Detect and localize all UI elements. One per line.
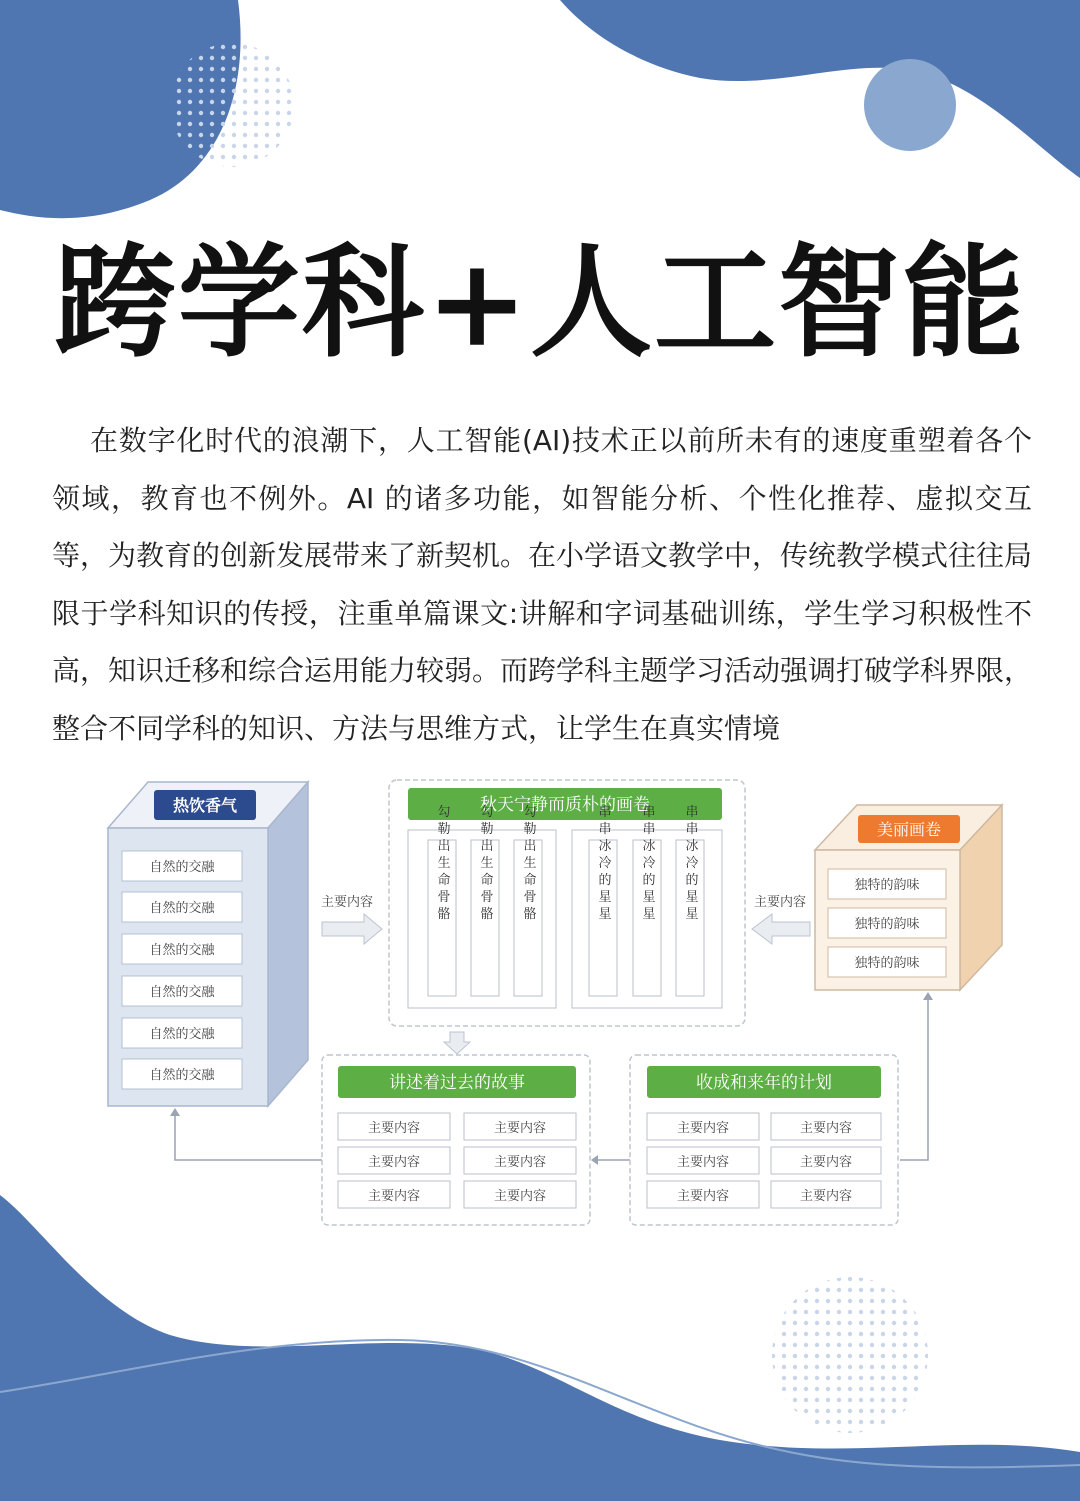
page-title: 跨学科+人工智能: [53, 230, 1027, 374]
right-item: 独特的韵味: [854, 878, 920, 893]
bottom-left-header: 讲述着过去的故事: [389, 1073, 525, 1093]
column-label: 串串冰冷的星星: [682, 804, 698, 924]
bottom-left-box: [322, 1055, 590, 1225]
right-item: 独特的韵味: [854, 956, 920, 971]
column-label: 串串冰冷的星星: [639, 804, 655, 924]
center-box-header: 秋天宁静而质朴的画卷: [480, 795, 650, 815]
up-arrow-icon: [170, 1108, 180, 1116]
column-label: 勾勒出生命骨骼: [477, 804, 493, 924]
left-item: 自然的交融: [149, 860, 215, 875]
up-arrow-icon: [923, 992, 933, 1000]
column-label: 勾勒出生命骨骼: [434, 804, 450, 924]
down-arrow-icon: [444, 1032, 470, 1054]
cell-label: 主要内容: [493, 1121, 547, 1136]
cell-label: 主要内容: [493, 1189, 547, 1204]
left-item: 自然的交融: [149, 1068, 215, 1083]
intro-paragraph: 在数字化时代的浪潮下，人工智能(AI)技术正以前所未有的速度重塑着各个领域，教育也不例外。AI 的诸多功能，如智能分析、个性化推荐、虚拟交互等，为教育的创新发展带来了新契机。在小学语文教学中，传统教学模式往往局限于学科知识的传授，注重单篇课文:讲解和字词基础训练，学生学习积极性不高，知识迁移和综合运用能力较弱。而跨学科主题学习活动强调打破学科界限，整合不同学科的知识、方法与思维方式，让学生在真实情境: [52, 424, 1033, 745]
left-small-arrow-icon: [591, 1155, 598, 1165]
right-arrow-icon: [322, 914, 382, 944]
cell-label: 主要内容: [676, 1189, 730, 1204]
cell-label: 主要内容: [799, 1189, 853, 1204]
arrow-right-label: 主要内容: [753, 895, 807, 910]
right-item: 独特的韵味: [854, 917, 920, 932]
left-box-side-face: [268, 782, 308, 1106]
left-item: 自然的交融: [149, 943, 215, 958]
bottom-right-header: 收成和来年的计划: [696, 1073, 832, 1093]
cell-label: 主要内容: [676, 1155, 730, 1170]
cell-label: 主要内容: [799, 1155, 853, 1170]
bottom-right-box: [630, 1055, 898, 1225]
connector-line-right: [900, 996, 928, 1160]
connector-line-left: [175, 1112, 322, 1160]
cell-label: 主要内容: [367, 1189, 421, 1204]
left-item: 自然的交融: [149, 985, 215, 1000]
left-box: [108, 782, 308, 1106]
cell-label: 主要内容: [367, 1155, 421, 1170]
cell-label: 主要内容: [799, 1121, 853, 1136]
cell-label: 主要内容: [676, 1121, 730, 1136]
left-item: 自然的交融: [149, 1027, 215, 1042]
column-label: 勾勒出生命骨骼: [520, 804, 536, 924]
cell-label: 主要内容: [493, 1155, 547, 1170]
left-box-header: 热饮香气: [172, 796, 238, 815]
right-box-header: 美丽画卷: [876, 820, 942, 839]
arrow-left-label: 主要内容: [320, 895, 374, 910]
cell-label: 主要内容: [367, 1121, 421, 1136]
column-label: 串串冰冷的星星: [595, 804, 611, 924]
center-box: [389, 780, 745, 1026]
left-item: 自然的交融: [149, 901, 215, 916]
right-box: [815, 805, 1002, 990]
left-arrow-icon: [752, 914, 810, 944]
